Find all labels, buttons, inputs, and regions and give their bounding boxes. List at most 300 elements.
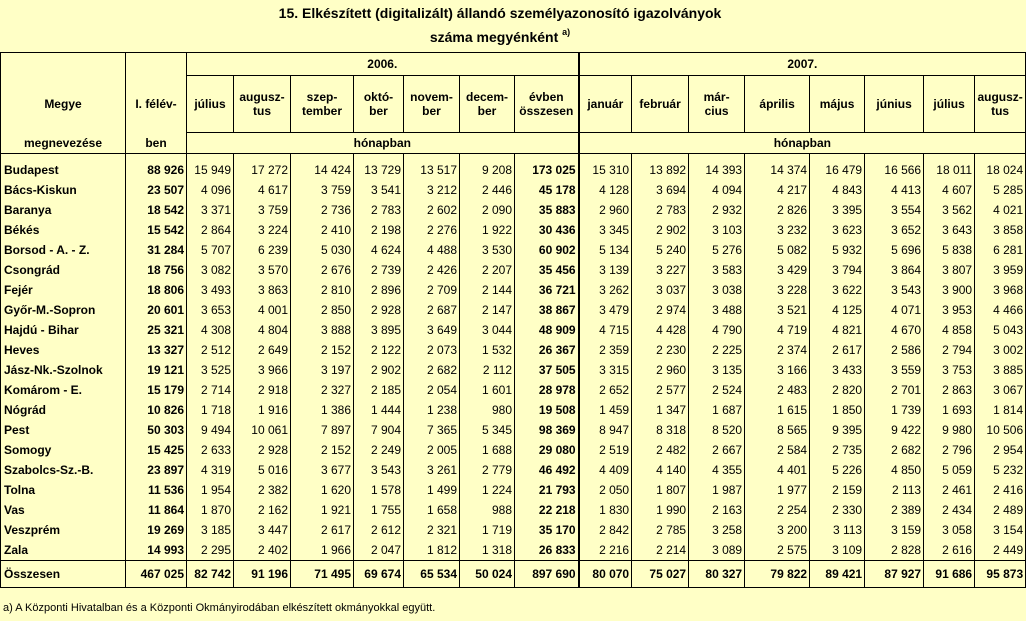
value-cell: 2 482 [632, 440, 689, 460]
footnote: a) A Központi Hivatalban és a Központi Okmányirodában elkészített okmányokkal együtt. [3, 602, 436, 614]
value-cell: 5 082 [745, 240, 810, 260]
value-cell: 2 382 [234, 480, 291, 500]
value-cell: 2 826 [745, 200, 810, 220]
value-cell: 1 386 [291, 400, 354, 420]
county-name: Vas [1, 500, 126, 520]
value-cell: 4 843 [810, 180, 865, 200]
value-cell: 1 318 [460, 540, 515, 561]
value-cell: 4 607 [924, 180, 975, 200]
value-cell: 3 345 [579, 220, 632, 240]
value-cell: 1 718 [187, 400, 234, 420]
value-cell: 4 128 [579, 180, 632, 200]
value-cell: 1 921 [291, 500, 354, 520]
cols_2007-col-header [975, 76, 1026, 133]
value-cell: 3 521 [745, 300, 810, 320]
value-cell: 1 693 [924, 400, 975, 420]
cols_2007-col-header-line1: már- [703, 90, 730, 104]
table-row [1, 240, 1026, 260]
value-cell: 6 281 [975, 240, 1026, 260]
table-row [1, 220, 1026, 240]
cols_2007-col-header-line1: július [933, 97, 965, 111]
value-cell: 1 966 [291, 540, 354, 561]
value-cell: 3 429 [745, 260, 810, 280]
county-name: Heves [1, 340, 126, 360]
value-cell: 4 409 [579, 460, 632, 480]
value-cell: 3 525 [187, 360, 234, 380]
value-cell: 5 043 [975, 320, 1026, 340]
value-cell: 10 826 [126, 400, 187, 420]
value-cell: 2 960 [579, 200, 632, 220]
value-cell: 2 073 [404, 340, 460, 360]
county-header-top-cell [1, 53, 126, 76]
value-cell: 2 327 [291, 380, 354, 400]
county-name: Zala [1, 540, 126, 561]
value-cell: 69 674 [354, 561, 404, 588]
value-cell: 4 715 [579, 320, 632, 340]
value-cell: 21 793 [515, 480, 579, 500]
value-cell: 22 218 [515, 500, 579, 520]
value-cell: 2 112 [460, 360, 515, 380]
cols_2006-col-header [187, 76, 234, 133]
county-name: Fejér [1, 280, 126, 300]
value-cell: 91 686 [924, 561, 975, 588]
value-cell: 29 080 [515, 440, 579, 460]
county-name: Baranya [1, 200, 126, 220]
value-cell: 2 159 [810, 480, 865, 500]
value-cell: 2 850 [291, 300, 354, 320]
value-cell: 4 821 [810, 320, 865, 340]
value-cell: 4 858 [924, 320, 975, 340]
value-cell: 2 216 [579, 540, 632, 561]
value-cell: 980 [460, 400, 515, 420]
value-cell: 2 863 [924, 380, 975, 400]
county-name: Bács-Kiskun [1, 180, 126, 200]
value-cell: 2 616 [924, 540, 975, 561]
value-cell: 1 755 [354, 500, 404, 520]
cols_2006-col-header-line2: ber [477, 104, 497, 118]
value-cell: 3 082 [187, 260, 234, 280]
value-cell: 1 459 [579, 400, 632, 420]
value-cell: 14 393 [689, 160, 745, 180]
value-cell: 4 624 [354, 240, 404, 260]
value-cell: 3 643 [924, 220, 975, 240]
value-cell: 3 530 [460, 240, 515, 260]
value-cell: 2 434 [924, 500, 975, 520]
value-cell: 18 756 [126, 260, 187, 280]
value-cell: 2 687 [404, 300, 460, 320]
value-cell: 2 321 [404, 520, 460, 540]
cols_2007-col-header [745, 76, 810, 133]
first-half-header-sub: ben [126, 133, 187, 154]
value-cell: 3 227 [632, 260, 689, 280]
value-cell: 3 623 [810, 220, 865, 240]
value-cell: 3 067 [975, 380, 1026, 400]
value-cell: 2 254 [745, 500, 810, 520]
value-cell: 2 714 [187, 380, 234, 400]
value-cell: 2 796 [924, 440, 975, 460]
cols_2006-col-header-line2: tember [301, 104, 342, 118]
value-cell: 3 543 [865, 280, 924, 300]
value-cell: 3 488 [689, 300, 745, 320]
cols_2007-col-header [579, 76, 632, 133]
value-cell: 3 554 [865, 200, 924, 220]
county-name: Győr-M.-Sopron [1, 300, 126, 320]
value-cell: 3 953 [924, 300, 975, 320]
value-cell: 1 987 [689, 480, 745, 500]
value-cell: 2 005 [404, 440, 460, 460]
year-2007-header: 2007. [579, 53, 1026, 76]
value-cell: 3 864 [865, 260, 924, 280]
value-cell: 2 330 [810, 500, 865, 520]
value-cell: 15 425 [126, 440, 187, 460]
table-row [1, 460, 1026, 480]
cols_2006-col-header-line1: októ- [363, 90, 394, 104]
value-cell: 3 197 [291, 360, 354, 380]
value-cell: 3 622 [810, 280, 865, 300]
cols_2006-col-header [515, 76, 579, 133]
cols_2006-col-header-line2: ber [369, 104, 388, 118]
value-cell: 4 125 [810, 300, 865, 320]
first-half-header-top-cell [126, 53, 187, 76]
value-cell: 11 864 [126, 500, 187, 520]
value-cell: 2 974 [632, 300, 689, 320]
value-cell: 2 794 [924, 340, 975, 360]
table-row [1, 480, 1026, 500]
value-cell: 2 295 [187, 540, 234, 561]
table-row [1, 200, 1026, 220]
value-cell: 15 179 [126, 380, 187, 400]
value-cell: 5 276 [689, 240, 745, 260]
value-cell: 3 753 [924, 360, 975, 380]
value-cell: 1 916 [234, 400, 291, 420]
value-cell: 3 858 [975, 220, 1026, 240]
cols_2006-col-header [460, 76, 515, 133]
table-subtitle-text: száma megyénként [429, 29, 559, 45]
county-name: Borsod - A. - Z. [1, 240, 126, 260]
value-cell: 45 178 [515, 180, 579, 200]
value-cell: 1 977 [745, 480, 810, 500]
value-cell: 2 918 [234, 380, 291, 400]
value-cell: 14 993 [126, 540, 187, 561]
value-cell: 8 520 [689, 420, 745, 440]
value-cell: 3 759 [291, 180, 354, 200]
value-cell: 3 185 [187, 520, 234, 540]
value-cell: 80 327 [689, 561, 745, 588]
cols_2007-col-header-line1: április [759, 97, 795, 111]
value-cell: 3 888 [291, 320, 354, 340]
value-cell: 3 261 [404, 460, 460, 480]
cols_2006-col-header-line1: decem- [465, 90, 509, 104]
value-cell: 2 617 [810, 340, 865, 360]
value-cell: 3 433 [810, 360, 865, 380]
county-name: Budapest [1, 160, 126, 180]
value-cell: 4 355 [689, 460, 745, 480]
table-row [1, 520, 1026, 540]
value-cell: 11 536 [126, 480, 187, 500]
value-cell: 2 902 [632, 220, 689, 240]
value-cell: 2 842 [579, 520, 632, 540]
month-header-row [1, 76, 1026, 133]
value-cell: 2 449 [975, 540, 1026, 561]
cols_2007-col-header-line2: cius [704, 104, 729, 118]
value-cell: 2 709 [404, 280, 460, 300]
table-row [1, 500, 1026, 520]
value-cell: 2 519 [579, 440, 632, 460]
value-cell: 2 402 [234, 540, 291, 561]
value-cell: 8 318 [632, 420, 689, 440]
value-cell: 10 061 [234, 420, 291, 440]
value-cell: 2 739 [354, 260, 404, 280]
table-row [1, 160, 1026, 180]
value-cell: 46 492 [515, 460, 579, 480]
value-cell: 4 071 [865, 300, 924, 320]
value-cell: 1 238 [404, 400, 460, 420]
value-cell: 88 926 [126, 160, 187, 180]
value-cell: 14 374 [745, 160, 810, 180]
value-cell: 2 652 [579, 380, 632, 400]
table-row [1, 320, 1026, 340]
value-cell: 3 038 [689, 280, 745, 300]
value-cell: 13 729 [354, 160, 404, 180]
value-cell: 2 667 [689, 440, 745, 460]
value-cell: 50 024 [460, 561, 515, 588]
value-cell: 3 159 [865, 520, 924, 540]
cols_2006-col-header-line1: július [194, 97, 226, 111]
value-cell: 2 512 [187, 340, 234, 360]
cols_2006-col-header-line1: augusz- [239, 90, 285, 104]
value-cell: 2 701 [865, 380, 924, 400]
value-cell: 16 479 [810, 160, 865, 180]
value-cell: 8 947 [579, 420, 632, 440]
value-cell: 5 232 [975, 460, 1026, 480]
value-cell: 1 224 [460, 480, 515, 500]
value-cell: 2 676 [291, 260, 354, 280]
value-cell: 2 779 [460, 460, 515, 480]
value-cell: 5 345 [460, 420, 515, 440]
value-cell: 1 615 [745, 400, 810, 420]
value-cell: 3 135 [689, 360, 745, 380]
value-cell: 3 794 [810, 260, 865, 280]
value-cell: 3 058 [924, 520, 975, 540]
value-cell: 3 103 [689, 220, 745, 240]
value-cell: 3 154 [975, 520, 1026, 540]
value-cell: 2 144 [460, 280, 515, 300]
value-cell: 2 230 [632, 340, 689, 360]
value-cell: 3 966 [234, 360, 291, 380]
value-cell: 2 276 [404, 220, 460, 240]
value-cell: 8 565 [745, 420, 810, 440]
value-cell: 1 444 [354, 400, 404, 420]
value-cell: 1 954 [187, 480, 234, 500]
value-cell: 988 [460, 500, 515, 520]
value-cell: 1 812 [404, 540, 460, 561]
value-cell: 14 424 [291, 160, 354, 180]
value-cell: 2 928 [234, 440, 291, 460]
value-cell: 35 456 [515, 260, 579, 280]
value-cell: 2 185 [354, 380, 404, 400]
year-2006-header: 2006. [187, 53, 579, 76]
total-row [1, 561, 1026, 588]
value-cell: 4 804 [234, 320, 291, 340]
value-cell: 13 517 [404, 160, 460, 180]
cols_2006-col-header-line2: tus [253, 104, 271, 118]
value-cell: 26 833 [515, 540, 579, 561]
value-cell: 30 436 [515, 220, 579, 240]
cols_2007-col-header [689, 76, 745, 133]
value-cell: 2 374 [745, 340, 810, 360]
value-cell: 4 308 [187, 320, 234, 340]
county-name: Somogy [1, 440, 126, 460]
value-cell: 1 814 [975, 400, 1026, 420]
value-cell: 35 170 [515, 520, 579, 540]
value-cell: 1 739 [865, 400, 924, 420]
value-cell: 2 054 [404, 380, 460, 400]
value-cell: 65 534 [404, 561, 460, 588]
value-cell: 4 428 [632, 320, 689, 340]
value-cell: 3 559 [865, 360, 924, 380]
value-cell: 4 670 [865, 320, 924, 340]
value-cell: 2 736 [291, 200, 354, 220]
value-cell: 23 507 [126, 180, 187, 200]
value-cell: 1 688 [460, 440, 515, 460]
county-name: Szabolcs-Sz.-B. [1, 460, 126, 480]
value-cell: 5 134 [579, 240, 632, 260]
cols_2007-col-header-line1: június [876, 97, 912, 111]
value-cell: 48 909 [515, 320, 579, 340]
value-cell: 16 566 [865, 160, 924, 180]
value-cell: 4 094 [689, 180, 745, 200]
table-row [1, 420, 1026, 440]
value-cell: 1 807 [632, 480, 689, 500]
value-cell: 2 090 [460, 200, 515, 220]
county-name: Nógrád [1, 400, 126, 420]
cols_2006-col-header-line1: novem- [410, 90, 453, 104]
value-cell: 2 198 [354, 220, 404, 240]
value-cell: 5 707 [187, 240, 234, 260]
value-cell: 3 315 [579, 360, 632, 380]
value-cell: 18 024 [975, 160, 1026, 180]
value-cell: 1 532 [460, 340, 515, 360]
value-cell: 82 742 [187, 561, 234, 588]
value-cell: 7 904 [354, 420, 404, 440]
cols_2006-col-header [354, 76, 404, 133]
value-cell: 1 850 [810, 400, 865, 420]
value-cell: 2 162 [234, 500, 291, 520]
value-cell: 4 096 [187, 180, 234, 200]
cols_2007-col-header-line2: tus [991, 104, 1010, 118]
value-cell: 3 900 [924, 280, 975, 300]
value-cell: 1 687 [689, 400, 745, 420]
value-cell: 3 895 [354, 320, 404, 340]
value-cell: 3 694 [632, 180, 689, 200]
table-row [1, 440, 1026, 460]
value-cell: 1 922 [460, 220, 515, 240]
value-cell: 2 584 [745, 440, 810, 460]
unit-2007-header: hónapban [579, 133, 1026, 154]
value-cell: 4 001 [234, 300, 291, 320]
value-cell: 3 759 [234, 200, 291, 220]
county-name: Tolna [1, 480, 126, 500]
first-half-header: I. félév- [126, 76, 187, 133]
cols_2007-col-header-line1: augusz- [977, 90, 1023, 104]
value-cell: 3 479 [579, 300, 632, 320]
value-cell: 4 488 [404, 240, 460, 260]
value-cell: 98 369 [515, 420, 579, 440]
county-header-sub: megnevezése [1, 133, 126, 154]
cols_2006-col-header-line2: ber [422, 104, 441, 118]
value-cell: 18 011 [924, 160, 975, 180]
value-cell: 3 139 [579, 260, 632, 280]
value-cell: 7 365 [404, 420, 460, 440]
value-cell: 26 367 [515, 340, 579, 360]
table-title: 15. Elkészített (digitalizált) állandó személyazonosító igazolványok [278, 5, 722, 21]
value-cell: 4 217 [745, 180, 810, 200]
value-cell: 2 207 [460, 260, 515, 280]
value-cell: 13 892 [632, 160, 689, 180]
county-name: Hajdú - Bihar [1, 320, 126, 340]
value-cell: 3 109 [810, 540, 865, 561]
value-cell: 2 446 [460, 180, 515, 200]
value-cell: 3 224 [234, 220, 291, 240]
value-cell: 2 682 [865, 440, 924, 460]
value-cell: 4 401 [745, 460, 810, 480]
value-cell: 3 200 [745, 520, 810, 540]
value-cell: 5 838 [924, 240, 975, 260]
value-cell: 2 820 [810, 380, 865, 400]
value-cell: 3 371 [187, 200, 234, 220]
cols_2006-col-header-line1: évben [528, 90, 564, 104]
value-cell: 18 542 [126, 200, 187, 220]
county-name: Békés [1, 220, 126, 240]
data-table [0, 52, 1026, 588]
value-cell: 2 928 [354, 300, 404, 320]
value-cell: 2 249 [354, 440, 404, 460]
county-name: Összesen [1, 561, 126, 588]
cols_2007-col-header-line1: január [587, 97, 624, 111]
table-subtitle [0, 29, 1000, 45]
value-cell: 3 583 [689, 260, 745, 280]
county-name: Jász-Nk.-Szolnok [1, 360, 126, 380]
value-cell: 79 822 [745, 561, 810, 588]
value-cell: 37 505 [515, 360, 579, 380]
value-cell: 15 949 [187, 160, 234, 180]
cols_2006-col-header [234, 76, 291, 133]
value-cell: 3 212 [404, 180, 460, 200]
value-cell: 1 499 [404, 480, 460, 500]
value-cell: 23 897 [126, 460, 187, 480]
table-row [1, 400, 1026, 420]
value-cell: 1 830 [579, 500, 632, 520]
value-cell: 28 978 [515, 380, 579, 400]
value-cell: 15 542 [126, 220, 187, 240]
value-cell: 2 225 [689, 340, 745, 360]
value-cell: 4 021 [975, 200, 1026, 220]
value-cell: 95 873 [975, 561, 1026, 588]
value-cell: 3 649 [404, 320, 460, 340]
value-cell: 2 633 [187, 440, 234, 460]
value-cell: 2 426 [404, 260, 460, 280]
value-cell: 2 152 [291, 440, 354, 460]
value-cell: 2 932 [689, 200, 745, 220]
value-cell: 2 785 [632, 520, 689, 540]
value-cell: 5 016 [234, 460, 291, 480]
value-cell: 38 867 [515, 300, 579, 320]
value-cell: 2 050 [579, 480, 632, 500]
value-cell: 3 653 [187, 300, 234, 320]
value-cell: 9 395 [810, 420, 865, 440]
value-cell: 3 113 [810, 520, 865, 540]
value-cell: 3 395 [810, 200, 865, 220]
